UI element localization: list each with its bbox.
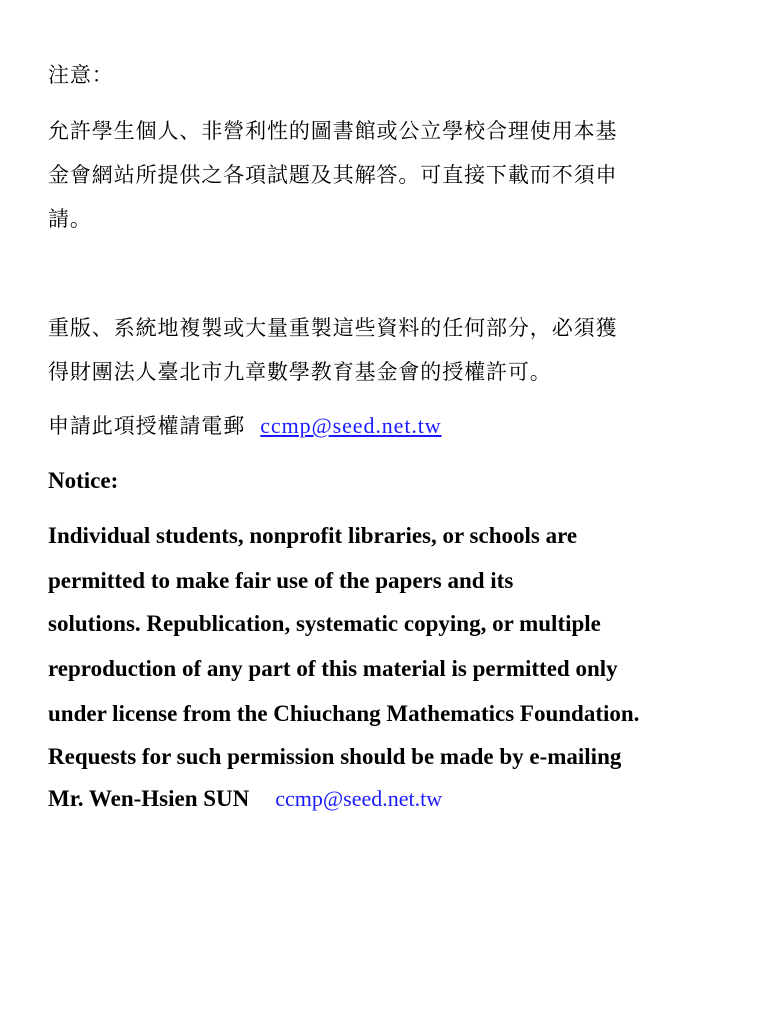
zh-para1-line: 金會網站所提供之各項試題及其解答。可直接下載而不須申 [48, 163, 618, 187]
en-notice-line: solutions. Republication, systematic copying, or multiple [48, 611, 601, 636]
zh-email-link[interactable]: ccmp@seed.net.tw [260, 413, 442, 438]
zh-para2-line: 重版、系統地複製或大量重製這些資料的任何部分，必須獲 [48, 316, 618, 340]
en-notice-line: permitted to make fair use of the papers and its [48, 568, 514, 593]
en-notice-line: reproduction of any part of this material is permitted only [48, 656, 618, 681]
zh-notice-heading: 注意： [48, 63, 114, 87]
zh-request-label: 申請此項授權請電郵 [48, 414, 246, 438]
zh-para2-line: 得財團法人臺北市九章數學教育基金會的授權許可。 [48, 360, 552, 384]
en-notice-line: Individual students, nonprofit libraries, or schools are [48, 523, 578, 548]
zh-para1-line: 請。 [48, 207, 92, 231]
zh-para1-line: 允許學生個人、非營利性的圖書館或公立學校合理使用本基 [48, 119, 618, 143]
en-email-link[interactable]: ccmp@seed.net.tw [275, 786, 443, 811]
en-notice-line: Requests for such permission should be made by e-mailing [48, 744, 622, 769]
en-contact-line [48, 787, 442, 810]
en-notice-heading: Notice: [48, 468, 119, 493]
zh-request-line [48, 415, 442, 437]
en-notice-line: under license from the Chiuchang Mathematics Foundation. [48, 701, 640, 726]
en-contact-name: Mr. Wen-Hsien SUN [48, 786, 250, 811]
